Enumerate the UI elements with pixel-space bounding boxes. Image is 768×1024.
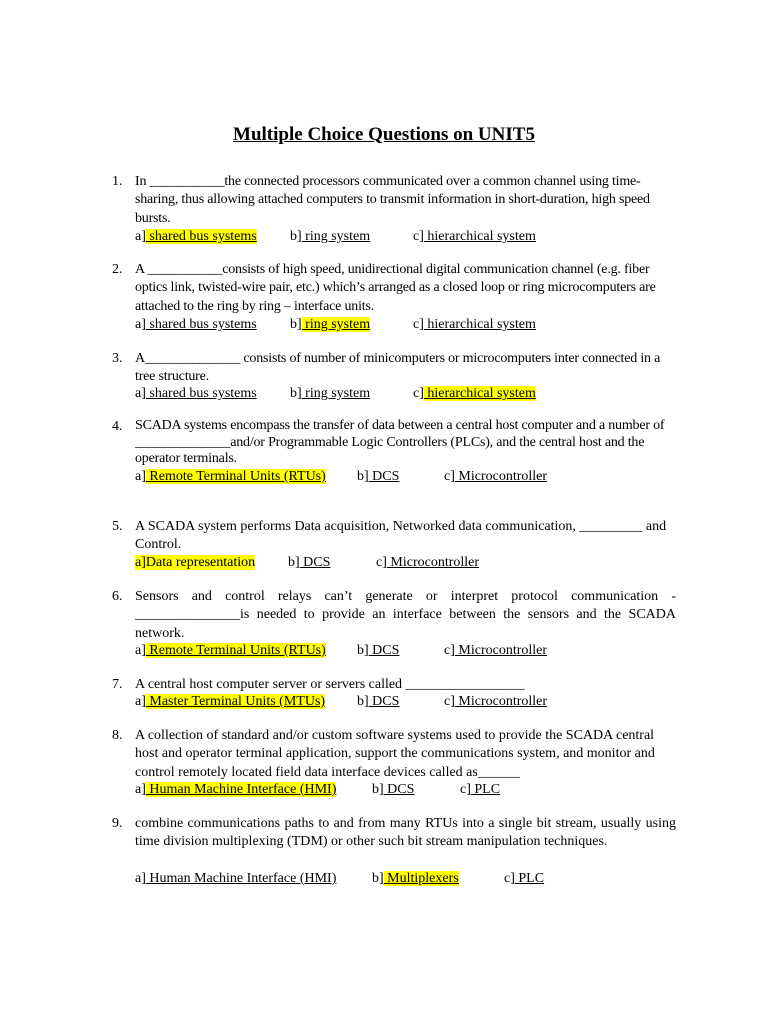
question-number: 1. <box>112 174 123 189</box>
option-b-label: ring system <box>301 386 371 401</box>
option-c-label: hierarchical system <box>423 317 536 332</box>
option-a-label: shared bus systems <box>145 386 257 401</box>
option-c: c] PLC <box>504 871 545 886</box>
question-text: A ___________consists of high speed, unidirectional digital communication channel (e.g. fiber optics link, twisted-wire pair, etc.) which’s arranged as a closed loop or ring microcomputers are attached to the ring by ring – interface units. <box>135 262 656 314</box>
option-c: c] hierarchical system <box>413 229 536 244</box>
option-b: b] DCS <box>372 782 415 797</box>
option-b-label: DCS <box>368 643 400 658</box>
question-text: Sensors and control relays can’t generate or interpret protocol communication -_______________is needed to provide an interface between the sensors and the SCADA network. <box>135 589 676 641</box>
option-c-label: hierarchical system <box>423 229 536 244</box>
option-a: a] Remote Terminal Units (RTUs) <box>135 643 326 658</box>
question-text: A central host computer server or servers called _________________ <box>135 677 525 692</box>
question-text: A collection of standard and/or custom software systems used to provide the SCADA central host and operator terminal application, support the communications system, and monitor and control remotely located field data interface devices called as______ <box>135 728 655 780</box>
option-b-label: ring system <box>301 229 371 244</box>
option-c: c] PLC <box>460 782 501 797</box>
option-b: b] DCS <box>357 469 400 484</box>
option-a: a] Remote Terminal Units (RTUs) <box>135 469 326 484</box>
option-a: a] Human Machine Interface (HMI) <box>135 782 337 797</box>
option-b-label: DCS <box>299 555 331 570</box>
option-a: a] shared bus systems <box>135 229 257 244</box>
option-a: a] shared bus systems <box>135 317 257 332</box>
question-number: 7. <box>112 677 123 692</box>
option-b-label: Multiplexers <box>383 871 459 886</box>
option-a-label: Human Machine Interface (HMI) <box>145 871 337 886</box>
option-a-label: Master Terminal Units (MTUs) <box>145 694 326 709</box>
question-number: 2. <box>112 262 123 277</box>
option-b: b] DCS <box>288 555 331 570</box>
option-c: c] hierarchical system <box>413 386 536 401</box>
question-text: A______________ consists of number of minicomputers or microcomputers inter connected in a tree structure. <box>135 351 661 385</box>
question-text: combine communications paths to and from many RTUs into a single bit stream, usually using time division multiplexing (TDM) or other such bit stream manipulation techniques. <box>135 816 676 850</box>
option-a: a] Human Machine Interface (HMI) <box>135 871 337 886</box>
option-b-label: DCS <box>383 782 415 797</box>
option-b: b] DCS <box>357 643 400 658</box>
option-c: c] Microcontroller <box>444 469 548 484</box>
option-b: b] DCS <box>357 694 400 709</box>
option-a: a] Master Terminal Units (MTUs) <box>135 694 326 709</box>
option-c: c] hierarchical system <box>413 317 536 332</box>
option-c-label: hierarchical system <box>423 386 536 401</box>
question-text: In ___________the connected processors communicated over a common channel using time-sharing, thus allowing attached computers to transmit information in short-duration, high speed bursts. <box>135 174 650 226</box>
question-number: 8. <box>112 728 123 743</box>
page-title: Multiple Choice Questions on UNIT5 <box>233 124 535 145</box>
option-b-label: DCS <box>368 469 400 484</box>
option-b: b] Multiplexers <box>372 871 459 886</box>
option-b-label: ring system <box>301 317 371 332</box>
option-b: b] ring system <box>290 317 371 332</box>
option-c-label: PLC <box>514 871 545 886</box>
question-text: A SCADA system performs Data acquisition, Networked data communication, _________ and Control. <box>135 519 667 553</box>
question-number: 9. <box>112 816 123 831</box>
option-c: c] Microcontroller <box>376 555 480 570</box>
option-a-label: shared bus systems <box>145 317 257 332</box>
option-c-label: Microcontroller <box>454 469 548 484</box>
option-b: b] ring system <box>290 386 371 401</box>
option-a-label: Remote Terminal Units (RTUs) <box>145 643 326 658</box>
question-number: 3. <box>112 351 123 366</box>
option-a-label: a]Data representation <box>135 555 256 570</box>
question-text: SCADA systems encompass the transfer of data between a central host computer and a number of ______________and/or Programmable Logic Controllers (PLCs), and the central host and the operator terminals. <box>135 418 665 466</box>
option-b: b] ring system <box>290 229 371 244</box>
option-a-label: shared bus systems <box>145 229 257 244</box>
question-number: 5. <box>112 519 123 534</box>
option-c-label: Microcontroller <box>454 694 548 709</box>
option-a-label: Remote Terminal Units (RTUs) <box>145 469 326 484</box>
option-c-label: Microcontroller <box>386 555 480 570</box>
option-c: c] Microcontroller <box>444 643 548 658</box>
option-a-label: Human Machine Interface (HMI) <box>145 782 337 797</box>
option-a <box>135 554 255 572</box>
option-c-label: Microcontroller <box>454 643 548 658</box>
option-c-label: PLC <box>470 782 501 797</box>
option-c: c] Microcontroller <box>444 694 548 709</box>
option-b-label: DCS <box>368 694 400 709</box>
question-number: 6. <box>112 589 123 604</box>
question-number: 4. <box>112 419 123 434</box>
option-a: a] shared bus systems <box>135 386 257 401</box>
